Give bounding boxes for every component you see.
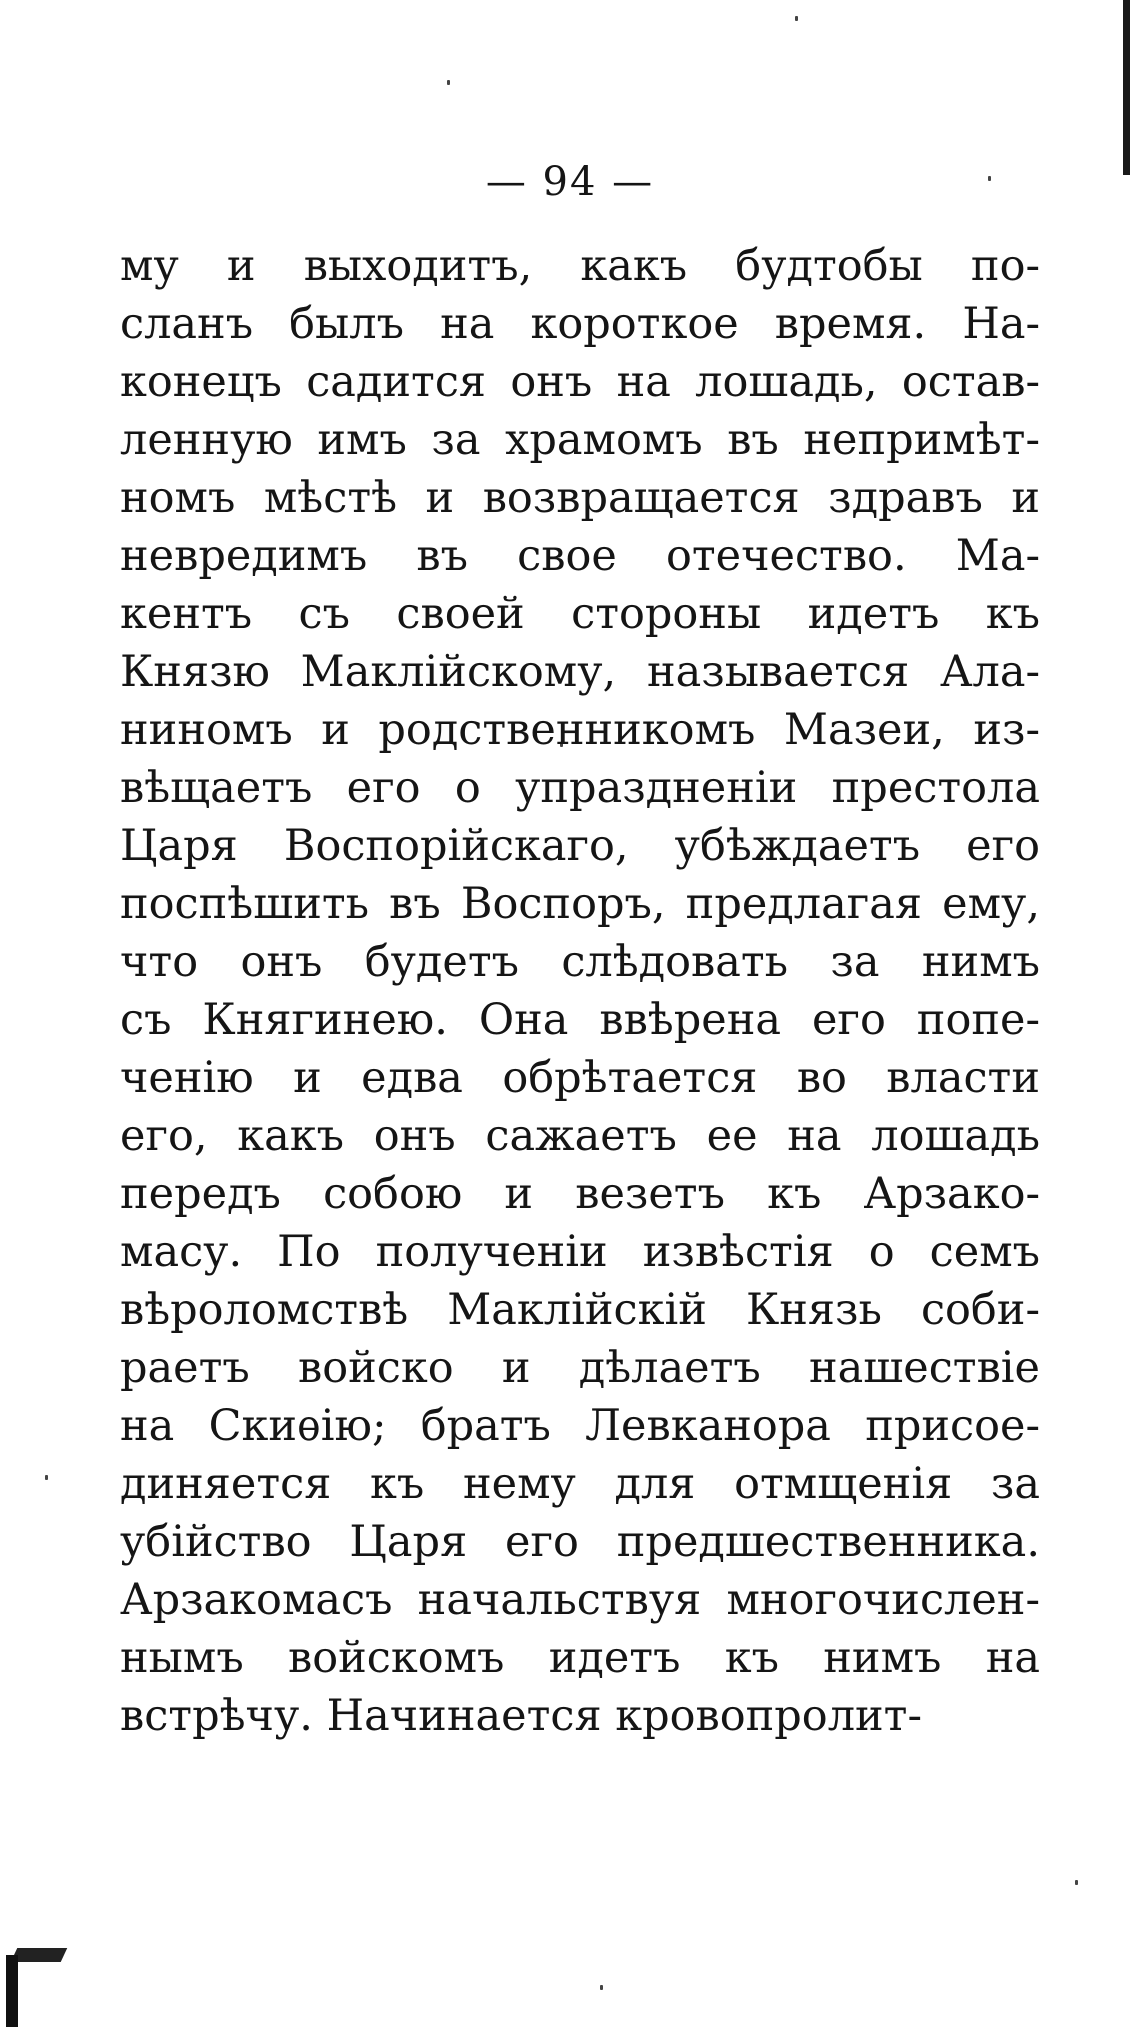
text-line: му и выходитъ, какъ будтобы по- — [120, 241, 1040, 291]
text-line: раетъ войско и дѣлаетъ нашествіе — [120, 1343, 1040, 1393]
text-line: сланъ былъ на короткое время. На- — [120, 299, 1040, 349]
text-line: вѣщаетъ его о упраздненіи престола — [120, 763, 1040, 813]
text-line: Князю Маклійскому, называется Ала- — [120, 647, 1040, 697]
text-line: его, какъ онъ сажаетъ ее на лошадь — [120, 1111, 1040, 1161]
text-line: невредимъ въ свое отечество. Ма- — [120, 531, 1040, 581]
text-line: съ Княгинею. Она ввѣрена его попе- — [120, 995, 1040, 1045]
scan-edge-shadow — [1123, 0, 1130, 175]
text-line: передъ собою и везетъ къ Арзако- — [120, 1169, 1040, 1219]
paper-speck — [795, 16, 798, 21]
paper-speck — [45, 1475, 48, 1480]
text-line: конецъ садится онъ на лошадь, остав- — [120, 357, 1040, 407]
paper-speck — [447, 80, 450, 85]
text-line: номъ мѣстѣ и возвращается здравъ и — [120, 473, 1040, 523]
page-number: — 94 — — [485, 159, 655, 205]
text-line: на Скиѳію; братъ Левканора присое- — [120, 1401, 1040, 1451]
scan-corner-bar — [6, 1955, 18, 2027]
scan-corner-mark — [11, 1948, 68, 1962]
text-line: Арзакомасъ начальствуя многочислен- — [120, 1575, 1040, 1625]
paper-speck — [1075, 1880, 1078, 1885]
text-line: ленную имъ за храмомъ въ непримѣт- — [120, 415, 1040, 465]
text-line: что онъ будетъ слѣдовать за нимъ — [120, 937, 1040, 987]
text-line: Царя Воспорійскаго, убѣждаетъ его — [120, 821, 1040, 871]
text-line: диняется къ нему для отмщенія за — [120, 1459, 1040, 1509]
text-line: кентъ съ своей стороны идетъ къ — [120, 589, 1040, 639]
body-text — [120, 237, 1040, 1745]
text-line: поспѣшить въ Воспоръ, предлагая ему, — [120, 879, 1040, 929]
text-line: ниномъ и родственникомъ Мазеи, из- — [120, 705, 1040, 755]
text-line: нымъ войскомъ идетъ къ нимъ на — [120, 1633, 1040, 1683]
text-line: убійство Царя его предшественника. — [120, 1517, 1040, 1567]
text-line: вѣроломствѣ Маклійскій Князь соби- — [120, 1285, 1040, 1335]
text-line: встрѣчу. Начинается кровопролит- — [120, 1691, 922, 1741]
text-line: ченію и едва обрѣтается во власти — [120, 1053, 1040, 1103]
text-line: масу. По полученіи извѣстія о семъ — [120, 1227, 1040, 1277]
paper-speck — [600, 1985, 603, 1990]
